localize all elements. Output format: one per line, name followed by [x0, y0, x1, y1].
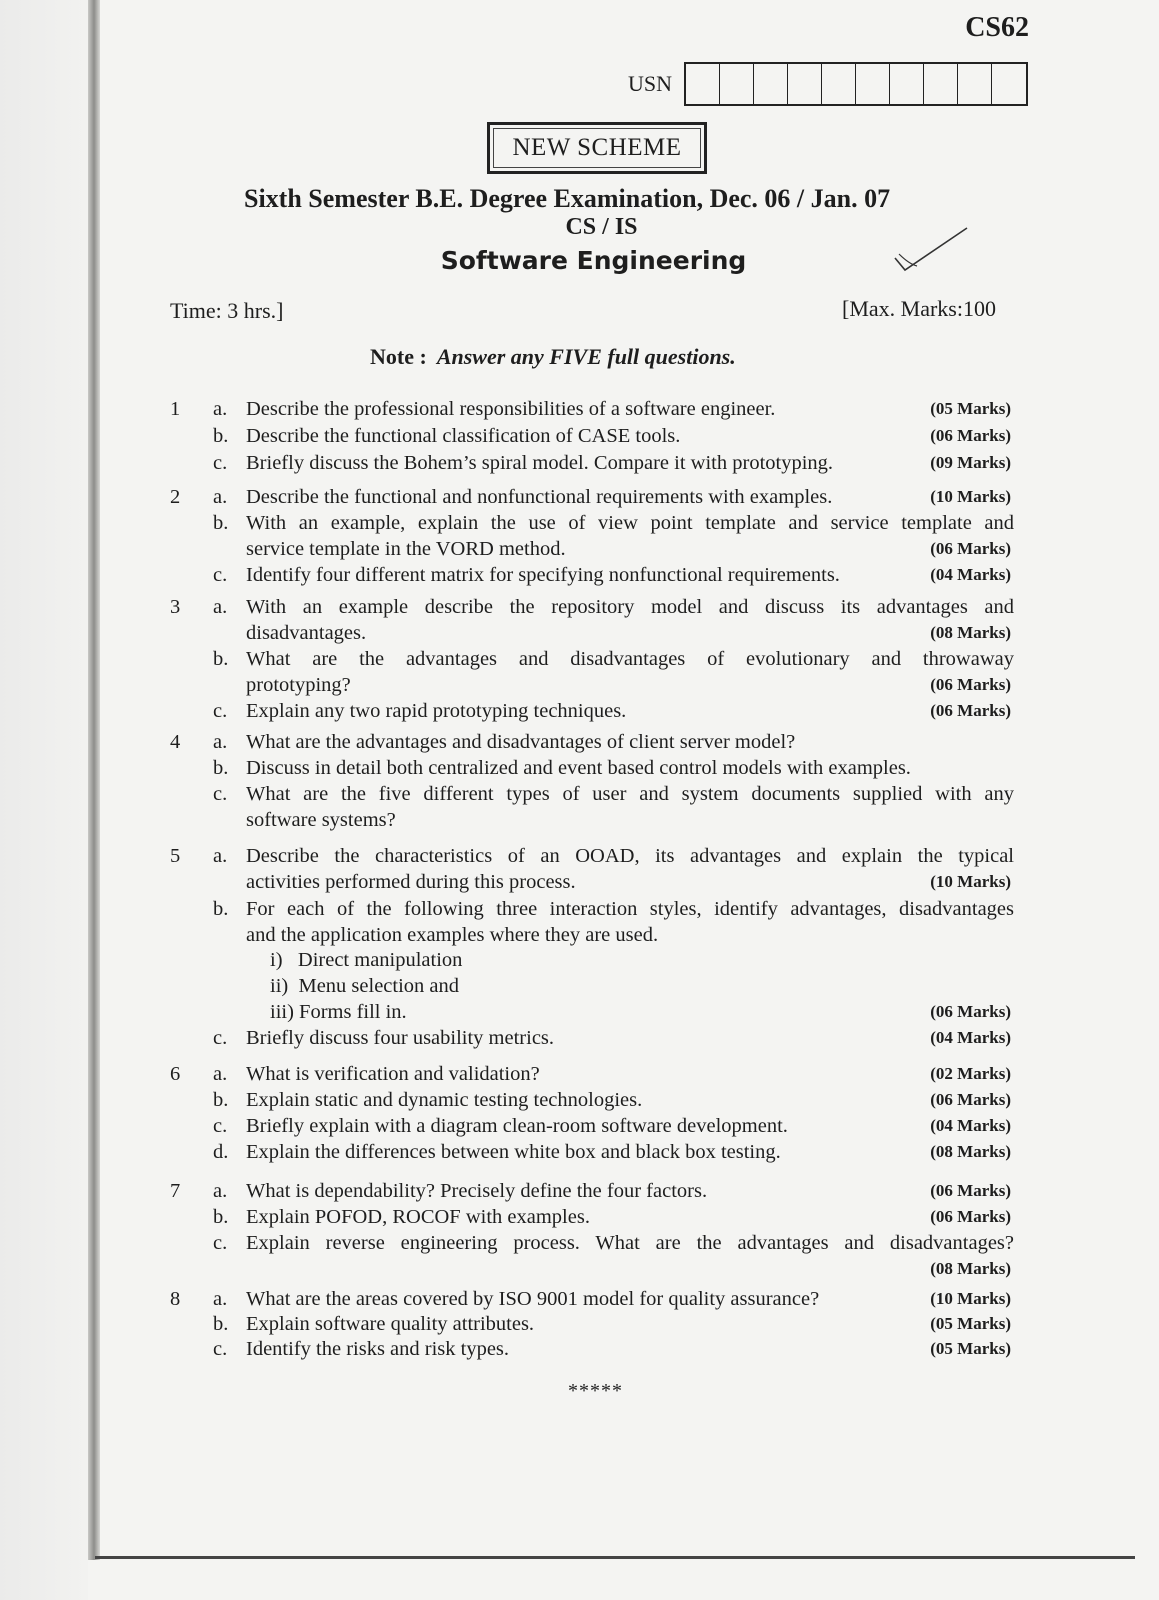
part-label: c. — [213, 1027, 228, 1049]
marks: (05 Marks) — [930, 1314, 1011, 1333]
usn-boxes — [684, 62, 1028, 106]
question-text: With an example describe the repository model and discuss its advantages and — [246, 596, 1014, 618]
part-label: a. — [213, 1063, 228, 1085]
sub-item: i) Direct manipulation — [270, 949, 463, 971]
question-text: activities performed during this process. — [246, 871, 576, 893]
question-text: Describe the functional classification of CASE tools. — [246, 425, 681, 447]
question-text: What are the advantages and disadvantages of evolutionary and throwaway — [246, 648, 1014, 670]
question-text: Explain the differences between white box and black box testing. — [246, 1141, 781, 1163]
part-label: d. — [213, 1141, 229, 1163]
marks: (06 Marks) — [930, 675, 1011, 694]
marks: (08 Marks) — [930, 1142, 1011, 1161]
part-label: c. — [213, 564, 228, 586]
question-text: software systems? — [246, 809, 396, 831]
question-text: Briefly explain with a diagram clean-room software development. — [246, 1115, 788, 1137]
marks: (04 Marks) — [930, 1028, 1011, 1047]
question-text: Explain any two rapid prototyping techniques. — [246, 700, 627, 722]
question-text: Explain static and dynamic testing technologies. — [246, 1089, 643, 1111]
question-text: Discuss in detail both centralized and event based control models with examples. — [246, 757, 911, 779]
sub-item: iii) Forms fill in. — [270, 1001, 407, 1023]
branch: CS / IS — [565, 214, 638, 240]
question-text: and the application examples where they are used. — [246, 924, 659, 946]
bottom-rule — [95, 1556, 1135, 1559]
marks: (02 Marks) — [930, 1064, 1011, 1083]
usn-box — [754, 64, 788, 104]
marks: (10 Marks) — [930, 487, 1011, 506]
question-text: Explain POFOD, ROCOF with examples. — [246, 1206, 590, 1228]
tick-mark-icon — [893, 224, 973, 274]
marks: (06 Marks) — [930, 701, 1011, 720]
marks: (06 Marks) — [930, 1181, 1011, 1200]
sub-item: ii) Menu selection and — [270, 975, 460, 997]
marks: (06 Marks) — [930, 1002, 1011, 1021]
marks: (04 Marks) — [930, 565, 1011, 584]
subject-title: Software Engineering — [440, 246, 747, 275]
question-text: What are the five different types of user and system documents supplied with any — [246, 783, 1014, 805]
part-label: b. — [213, 512, 229, 534]
scheme-label: NEW SCHEME — [512, 134, 682, 161]
question-text: Describe the characteristics of an OOAD, its advantages and explain the typical — [246, 845, 1014, 867]
note-label: Note : — [370, 344, 427, 369]
max-marks: [Max. Marks:100 — [842, 296, 996, 321]
usn-box — [924, 64, 958, 104]
part-label: b. — [213, 648, 229, 670]
part-label: b. — [213, 757, 229, 779]
scheme-box — [487, 122, 707, 174]
question-text: What are the advantages and disadvantages of client server model? — [246, 731, 796, 753]
marks: (10 Marks) — [930, 872, 1011, 891]
note-text: Answer any FIVE full questions. — [436, 344, 736, 369]
part-label: c. — [213, 452, 228, 474]
paper-code: CS62 — [965, 12, 1029, 43]
question-number: 4 — [170, 731, 181, 753]
question-number: 5 — [170, 845, 181, 867]
part-label: c. — [213, 1232, 228, 1254]
time-allowed: Time: 3 hrs.] — [170, 298, 284, 323]
marks: (06 Marks) — [930, 539, 1011, 558]
question-text: With an example, explain the use of view point template and service template and — [246, 512, 1014, 534]
question-text: Briefly discuss four usability metrics. — [246, 1027, 555, 1049]
part-label: c. — [213, 1115, 228, 1137]
note — [370, 344, 736, 370]
question-text: prototyping? — [246, 674, 351, 696]
part-label: a. — [213, 1288, 228, 1310]
question-text: Explain reverse engineering process. What are the advantages and disadvantages? — [246, 1232, 1014, 1254]
usn-box — [958, 64, 992, 104]
usn-box — [890, 64, 924, 104]
question-number: 8 — [170, 1288, 181, 1310]
question-text: service template in the VORD method. — [246, 538, 566, 560]
question-number: 1 — [170, 398, 181, 420]
question-number: 6 — [170, 1063, 181, 1085]
part-label: a. — [213, 845, 228, 867]
marks: (04 Marks) — [930, 1116, 1011, 1135]
part-label: a. — [213, 596, 228, 618]
part-label: b. — [213, 1313, 229, 1335]
part-label: a. — [213, 1180, 228, 1202]
marks: (06 Marks) — [930, 1207, 1011, 1226]
marks: (10 Marks) — [930, 1289, 1011, 1308]
end-marker: ***** — [568, 1380, 623, 1402]
question-text: Describe the professional responsibilities of a software engineer. — [246, 398, 776, 420]
usn-label: USN — [628, 71, 673, 96]
part-label: b. — [213, 898, 229, 920]
question-text: Identify the risks and risk types. — [246, 1338, 510, 1360]
question-text: Explain software quality attributes. — [246, 1313, 535, 1335]
part-label: b. — [213, 1089, 229, 1111]
usn-field — [628, 62, 1028, 106]
marks: (05 Marks) — [930, 399, 1011, 418]
part-label: b. — [213, 425, 229, 447]
part-label: b. — [213, 1206, 229, 1228]
marks: (08 Marks) — [930, 623, 1011, 642]
exam-title: Sixth Semester B.E. Degree Examination, Dec. 06 / Jan. 07 — [244, 184, 891, 213]
question-text: What are the areas covered by ISO 9001 model for quality assurance? — [246, 1288, 820, 1310]
marks: (06 Marks) — [930, 426, 1011, 445]
part-label: c. — [213, 700, 228, 722]
marks: (09 Marks) — [930, 453, 1011, 472]
question-text: disadvantages. — [246, 622, 367, 644]
question-text: Briefly discuss the Bohem’s spiral model. Compare it with prototyping. — [246, 452, 834, 474]
question-text: What is dependability? Precisely define the four factors. — [246, 1180, 708, 1202]
part-label: a. — [213, 486, 228, 508]
usn-box — [856, 64, 890, 104]
part-label: c. — [213, 1338, 228, 1360]
question-number: 2 — [170, 486, 181, 508]
marks: (08 Marks) — [930, 1259, 1011, 1278]
question-number: 3 — [170, 596, 181, 618]
part-label: a. — [213, 398, 228, 420]
marks: (05 Marks) — [930, 1339, 1011, 1358]
usn-box — [822, 64, 856, 104]
marks: (06 Marks) — [930, 1090, 1011, 1109]
usn-box — [992, 64, 1026, 104]
question-number: 7 — [170, 1180, 181, 1202]
usn-box — [686, 64, 720, 104]
usn-box — [788, 64, 822, 104]
part-label: a. — [213, 731, 228, 753]
question-text: Identify four different matrix for specifying nonfunctional requirements. — [246, 564, 840, 586]
question-text: What is verification and validation? — [246, 1063, 540, 1085]
part-label: c. — [213, 783, 228, 805]
question-text: For each of the following three interaction styles, identify advantages, disadvantages — [246, 898, 1014, 920]
question-text: Describe the functional and nonfunctional requirements with examples. — [246, 486, 833, 508]
usn-box — [720, 64, 754, 104]
